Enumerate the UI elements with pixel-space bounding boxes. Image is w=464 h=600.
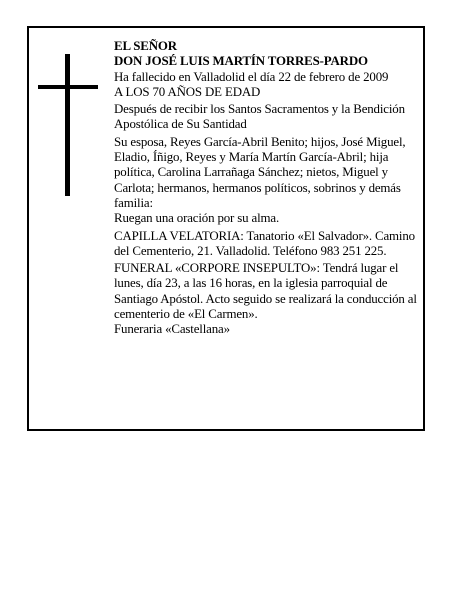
obituary-text bbox=[114, 39, 426, 338]
cross-vertical-bar bbox=[65, 54, 70, 196]
notice-title: EL SEÑOR bbox=[114, 39, 177, 53]
prayer-line: Ruegan una oración por su alma. bbox=[114, 211, 280, 226]
funeral-home-line: Funeraria «Castellana» bbox=[114, 322, 230, 337]
cross-horizontal-bar bbox=[38, 85, 98, 89]
sacraments-paragraph: Después de recibir los Santos Sacramentos y la Bendición Apostólica de Su Santidad bbox=[114, 102, 405, 132]
death-line: Ha fallecido en Valladolid el día 22 de febrero de 2009 bbox=[114, 69, 389, 84]
family-paragraph: Su esposa, Reyes García-Abril Benito; hijos, José Miguel, Eladio, Íñigo, Reyes y María Martín García-Abril; hija política, Carolina Larrañaga Sánchez; nietos, Miguel y Carlota; hermanos, hermanos políticos, sobrinos y demás familia: bbox=[114, 134, 406, 210]
chapel-paragraph: CAPILLA VELATORIA: Tanatorio «El Salvador». Camino del Cementerio, 21. Valladolid. Teléfono 983 251 225. bbox=[114, 228, 415, 258]
cross-icon bbox=[38, 54, 98, 196]
funeral-paragraph: FUNERAL «CORPORE INSEPULTO»: Tendrá lugar el lunes, día 23, a las 16 horas, en la iglesia parroquial de Santiago Apóstol. Acto seguido se realizará la conducción al cementerio de «El Carmen». bbox=[114, 261, 417, 322]
age-line: A LOS 70 AÑOS DE EDAD bbox=[114, 84, 261, 99]
deceased-name: DON JOSÉ LUIS MARTÍN TORRES-PARDO bbox=[114, 54, 368, 69]
